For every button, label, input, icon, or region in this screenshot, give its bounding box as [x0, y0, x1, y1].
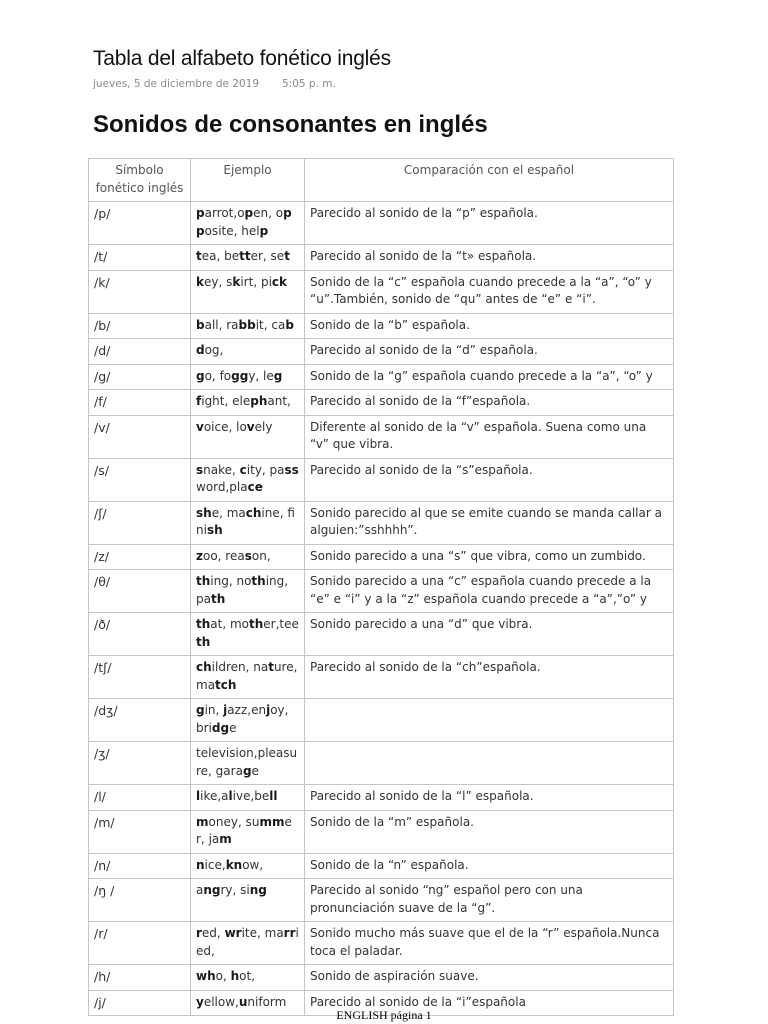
- comparison-text: Parecido al sonido “ng” español pero con una pronunciación suave de la “g”.: [305, 879, 674, 922]
- example-text: television,pleasure, gara: [196, 746, 298, 778]
- highlighted-letters: h: [230, 969, 240, 983]
- example-text: on,: [251, 548, 271, 563]
- phonetic-symbol: /h/: [89, 965, 191, 991]
- example-words: [191, 202, 305, 245]
- example-text: er, ja: [196, 814, 292, 846]
- example-text: word,pla: [196, 480, 248, 494]
- example-text: ow,: [242, 857, 264, 872]
- example-text: arrot,o: [204, 206, 245, 220]
- example-text: ight, ele: [201, 394, 251, 408]
- example-text: ildren, na: [211, 660, 269, 674]
- table-row: [89, 699, 674, 742]
- highlighted-letters: j: [266, 703, 271, 717]
- highlighted-letters: th: [196, 574, 211, 588]
- highlighted-letters: d: [196, 343, 205, 357]
- comparison-text: Diferente al sonido de la “v” española. Suena como una “v” que vibra.: [305, 415, 674, 458]
- example-text: ely: [254, 419, 273, 434]
- example-text: ea, be: [201, 249, 240, 263]
- highlighted-letters: j: [223, 703, 228, 717]
- comparison-text: Sonido de la “b” española.: [305, 313, 674, 339]
- header-symbol: Símbolo fonético inglés: [89, 159, 191, 202]
- example-text: oice, lo: [203, 419, 247, 434]
- comparison-text: Parecido al sonido de la “ch”española.: [305, 656, 674, 699]
- highlighted-letters: t: [284, 249, 290, 263]
- example-text: azz,en: [227, 703, 267, 717]
- example-words: [191, 853, 305, 879]
- example-words: [191, 922, 305, 965]
- example-words: [191, 570, 305, 613]
- example-words: [191, 313, 305, 339]
- example-words: [191, 810, 305, 853]
- highlighted-letters: th: [196, 634, 211, 649]
- phonetic-symbol: /r/: [89, 922, 191, 965]
- comparison-text: [305, 699, 674, 742]
- table-row: [89, 458, 674, 501]
- example-text: o, fo: [204, 368, 232, 383]
- highlighted-letters: g: [273, 368, 283, 383]
- highlighted-letters: u: [238, 994, 248, 1009]
- example-text: niform: [247, 994, 287, 1009]
- highlighted-letters: m: [196, 814, 209, 829]
- phonetic-symbol: /n/: [89, 853, 191, 879]
- highlighted-letters: k: [232, 274, 241, 289]
- comparison-text: Sonido de aspiración suave.: [305, 965, 674, 991]
- table-row: [89, 879, 674, 922]
- example-text: er, se: [250, 249, 285, 263]
- table-body: [89, 202, 674, 1016]
- highlighted-letters: l: [196, 789, 201, 803]
- highlighted-letters: b: [285, 317, 294, 332]
- highlighted-letters: k: [196, 274, 204, 289]
- example-words: [191, 390, 305, 416]
- example-text: e, ma: [211, 505, 246, 520]
- highlighted-letters: l: [228, 789, 233, 803]
- example-text: in,: [204, 703, 224, 717]
- example-text: all, ra: [204, 317, 239, 332]
- example-text: nake,: [203, 462, 240, 477]
- highlighted-letters: dg: [211, 720, 230, 735]
- phonetic-symbol: /z/: [89, 544, 191, 570]
- highlighted-letters: v: [196, 419, 204, 434]
- highlighted-letters: ck: [271, 274, 287, 289]
- example-text: ure, ma: [196, 660, 298, 692]
- table-row: [89, 390, 674, 416]
- comparison-text: Parecido al sonido de la “l” española.: [305, 785, 674, 811]
- example-text: oy, bri: [196, 703, 289, 735]
- highlighted-letters: gg: [231, 368, 249, 383]
- example-words: [191, 785, 305, 811]
- header-example: Ejemplo: [191, 159, 305, 202]
- comparison-text: Sonido de la “c” española cuando precede a la “a”, “o” y “u”.También, sonido de “qu” antes de “e” e “i”.: [305, 270, 674, 313]
- phonetic-symbol: /tʃ/: [89, 656, 191, 699]
- example-text: ey, s: [203, 274, 233, 289]
- example-text: e: [229, 720, 237, 735]
- phonetic-symbol: /v/: [89, 415, 191, 458]
- example-text: ity, pa: [246, 462, 285, 477]
- highlighted-letters: th: [196, 617, 211, 631]
- comparison-text: Parecido al sonido de la “d” española.: [305, 339, 674, 365]
- table-row: [89, 810, 674, 853]
- highlighted-letters: ll: [269, 789, 278, 803]
- highlighted-letters: t: [268, 660, 274, 674]
- comparison-text: Sonido parecido a una “c” española cuando precede a la “e” e “i” y a la “z” española cuando precede a “a”,”o” y: [305, 570, 674, 613]
- comparison-text: Sonido parecido al que se emite cuando se manda callar a alguien:”sshhhh”.: [305, 501, 674, 544]
- phonetic-symbol: /t/: [89, 245, 191, 271]
- phonetic-symbol: /p/: [89, 202, 191, 245]
- table-row: [89, 785, 674, 811]
- highlighted-letters: ph: [250, 394, 268, 408]
- table-row: [89, 364, 674, 390]
- phonetic-symbol: /d/: [89, 339, 191, 365]
- comparison-text: Parecido al sonido de la “i”española: [305, 990, 674, 1016]
- example-text: ant,: [267, 394, 291, 408]
- highlighted-letters: p: [244, 206, 254, 220]
- highlighted-letters: v: [246, 419, 255, 434]
- example-text: ite, ma: [241, 926, 284, 940]
- table-row: [89, 270, 674, 313]
- phonetic-symbol: /g/: [89, 364, 191, 390]
- phonetic-symbol: /k/: [89, 270, 191, 313]
- example-text: oney, su: [208, 814, 260, 829]
- example-words: [191, 656, 305, 699]
- highlighted-letters: z: [196, 548, 203, 563]
- example-text: ot,: [239, 969, 256, 983]
- document-date: jueves, 5 de diciembre de 2019: [93, 78, 260, 90]
- example-words: [191, 270, 305, 313]
- table-row: [89, 544, 674, 570]
- phonetic-symbol: /b/: [89, 313, 191, 339]
- phonetic-symbol: /dʒ/: [89, 699, 191, 742]
- highlighted-letters: g: [242, 763, 252, 778]
- highlighted-letters: rr: [283, 926, 296, 940]
- phonetic-symbol: /m/: [89, 810, 191, 853]
- example-text: y, le: [248, 368, 274, 383]
- highlighted-letters: ng: [203, 883, 221, 897]
- document-time: 5:05 p. m.: [282, 78, 336, 90]
- highlighted-letters: ch: [196, 660, 212, 674]
- highlighted-letters: s: [196, 462, 204, 477]
- highlighted-letters: kn: [225, 857, 243, 872]
- highlighted-letters: ng: [249, 883, 267, 897]
- example-text: ry, si: [220, 883, 250, 897]
- highlighted-letters: mm: [259, 814, 285, 829]
- example-words: [191, 699, 305, 742]
- example-text: ied,: [196, 926, 299, 958]
- phonetic-symbol: /ð/: [89, 613, 191, 656]
- highlighted-letters: p: [196, 206, 205, 220]
- highlighted-letters: pp: [196, 206, 292, 238]
- example-text: at, mo: [210, 617, 249, 631]
- header-comparison: Comparación con el español: [305, 159, 674, 202]
- example-text: ice,: [204, 857, 226, 872]
- highlighted-letters: c: [239, 462, 247, 477]
- comparison-text: Sonido de la “m” española.: [305, 810, 674, 853]
- highlighted-letters: wh: [196, 969, 216, 983]
- highlighted-letters: ch: [245, 505, 262, 520]
- comparison-text: Sonido mucho más suave que el de la “r” española.Nunca toca el paladar.: [305, 922, 674, 965]
- example-text: og,: [204, 343, 224, 357]
- table-row: [89, 853, 674, 879]
- example-text: ike,a: [200, 789, 229, 803]
- highlighted-letters: g: [196, 368, 205, 383]
- highlighted-letters: th: [251, 574, 266, 588]
- comparison-text: Sonido parecido a una “s” que vibra, como un zumbido.: [305, 544, 674, 570]
- highlighted-letters: f: [196, 394, 202, 408]
- highlighted-letters: bb: [238, 317, 256, 332]
- table-row: [89, 922, 674, 965]
- phonetic-symbol: /θ/: [89, 570, 191, 613]
- phonetic-symbol: /s/: [89, 458, 191, 501]
- comparison-text: Sonido de la “g” española cuando precede a la “a”, “o” y: [305, 364, 674, 390]
- highlighted-letters: t: [196, 249, 202, 263]
- phonetic-symbol: /ʃ/: [89, 501, 191, 544]
- example-text: ing, no: [210, 574, 252, 588]
- table-row: [89, 965, 674, 991]
- example-text: irt, pi: [240, 274, 272, 289]
- example-words: [191, 501, 305, 544]
- section-heading: Sonidos de consonantes en inglés: [93, 111, 488, 138]
- highlighted-letters: tch: [215, 677, 237, 692]
- document-title: Tabla del alfabeto fonético inglés: [93, 47, 391, 70]
- highlighted-letters: ss: [284, 462, 299, 477]
- table-row: [89, 613, 674, 656]
- highlighted-letters: n: [196, 857, 205, 872]
- example-words: [191, 613, 305, 656]
- example-words: [191, 339, 305, 365]
- comparison-text: Parecido al sonido de la “s”española.: [305, 458, 674, 501]
- example-text: er,tee: [263, 617, 299, 631]
- comparison-text: [305, 742, 674, 785]
- highlighted-letters: g: [196, 703, 205, 717]
- example-words: [191, 364, 305, 390]
- phonetic-table: [88, 158, 674, 1016]
- phonetic-symbol: /j/: [89, 990, 191, 1016]
- page-footer: ENGLISH página 1: [336, 1008, 432, 1022]
- highlighted-letters: b: [196, 317, 205, 332]
- table-row: [89, 313, 674, 339]
- highlighted-letters: sh: [206, 523, 223, 537]
- example-text: ed,: [201, 926, 225, 940]
- phonetic-symbol: /ŋ /: [89, 879, 191, 922]
- example-text: ive,be: [232, 789, 270, 803]
- example-words: [191, 415, 305, 458]
- phonetic-symbol: /ʒ/: [89, 742, 191, 785]
- example-words: [191, 879, 305, 922]
- table-row: [89, 570, 674, 613]
- highlighted-letters: th: [249, 617, 264, 631]
- table-row: [89, 656, 674, 699]
- comparison-text: Sonido parecido a una “d” que vibra.: [305, 613, 674, 656]
- table-row: [89, 339, 674, 365]
- table-row: [89, 245, 674, 271]
- highlighted-letters: sh: [196, 505, 212, 520]
- phonetic-symbol: /f/: [89, 390, 191, 416]
- example-text: a: [196, 883, 204, 897]
- example-text: ing, pa: [196, 574, 289, 606]
- highlighted-letters: m: [219, 832, 232, 846]
- example-text: en, o: [253, 206, 284, 220]
- example-words: [191, 245, 305, 271]
- example-words: [191, 544, 305, 570]
- example-text: o,: [215, 969, 231, 983]
- table-row: [89, 742, 674, 785]
- example-text: e: [251, 763, 259, 778]
- highlighted-letters: y: [196, 994, 204, 1009]
- example-text: oo, rea: [202, 548, 245, 563]
- highlighted-letters: ce: [247, 480, 263, 494]
- highlighted-letters: tt: [239, 249, 251, 263]
- phonetic-symbol: /l/: [89, 785, 191, 811]
- table-row: [89, 415, 674, 458]
- comparison-text: Sonido de la “n” española.: [305, 853, 674, 879]
- example-text: ellow,: [203, 994, 239, 1009]
- comparison-text: Parecido al sonido de la “t» española.: [305, 245, 674, 271]
- table-row: [89, 202, 674, 245]
- example-text: it, ca: [255, 317, 286, 332]
- highlighted-letters: th: [210, 591, 226, 606]
- example-words: [191, 458, 305, 501]
- highlighted-letters: p: [259, 223, 269, 238]
- table-row: [89, 501, 674, 544]
- example-text: osite, hel: [204, 223, 260, 238]
- example-words: [191, 742, 305, 785]
- highlighted-letters: s: [244, 548, 252, 563]
- example-words: [191, 965, 305, 991]
- highlighted-letters: r: [196, 926, 202, 940]
- example-text: ine, fini: [196, 505, 295, 537]
- table-header-row: [89, 159, 674, 202]
- comparison-text: Parecido al sonido de la “f”española.: [305, 390, 674, 416]
- comparison-text: Parecido al sonido de la “p” española.: [305, 202, 674, 245]
- highlighted-letters: wr: [224, 926, 242, 940]
